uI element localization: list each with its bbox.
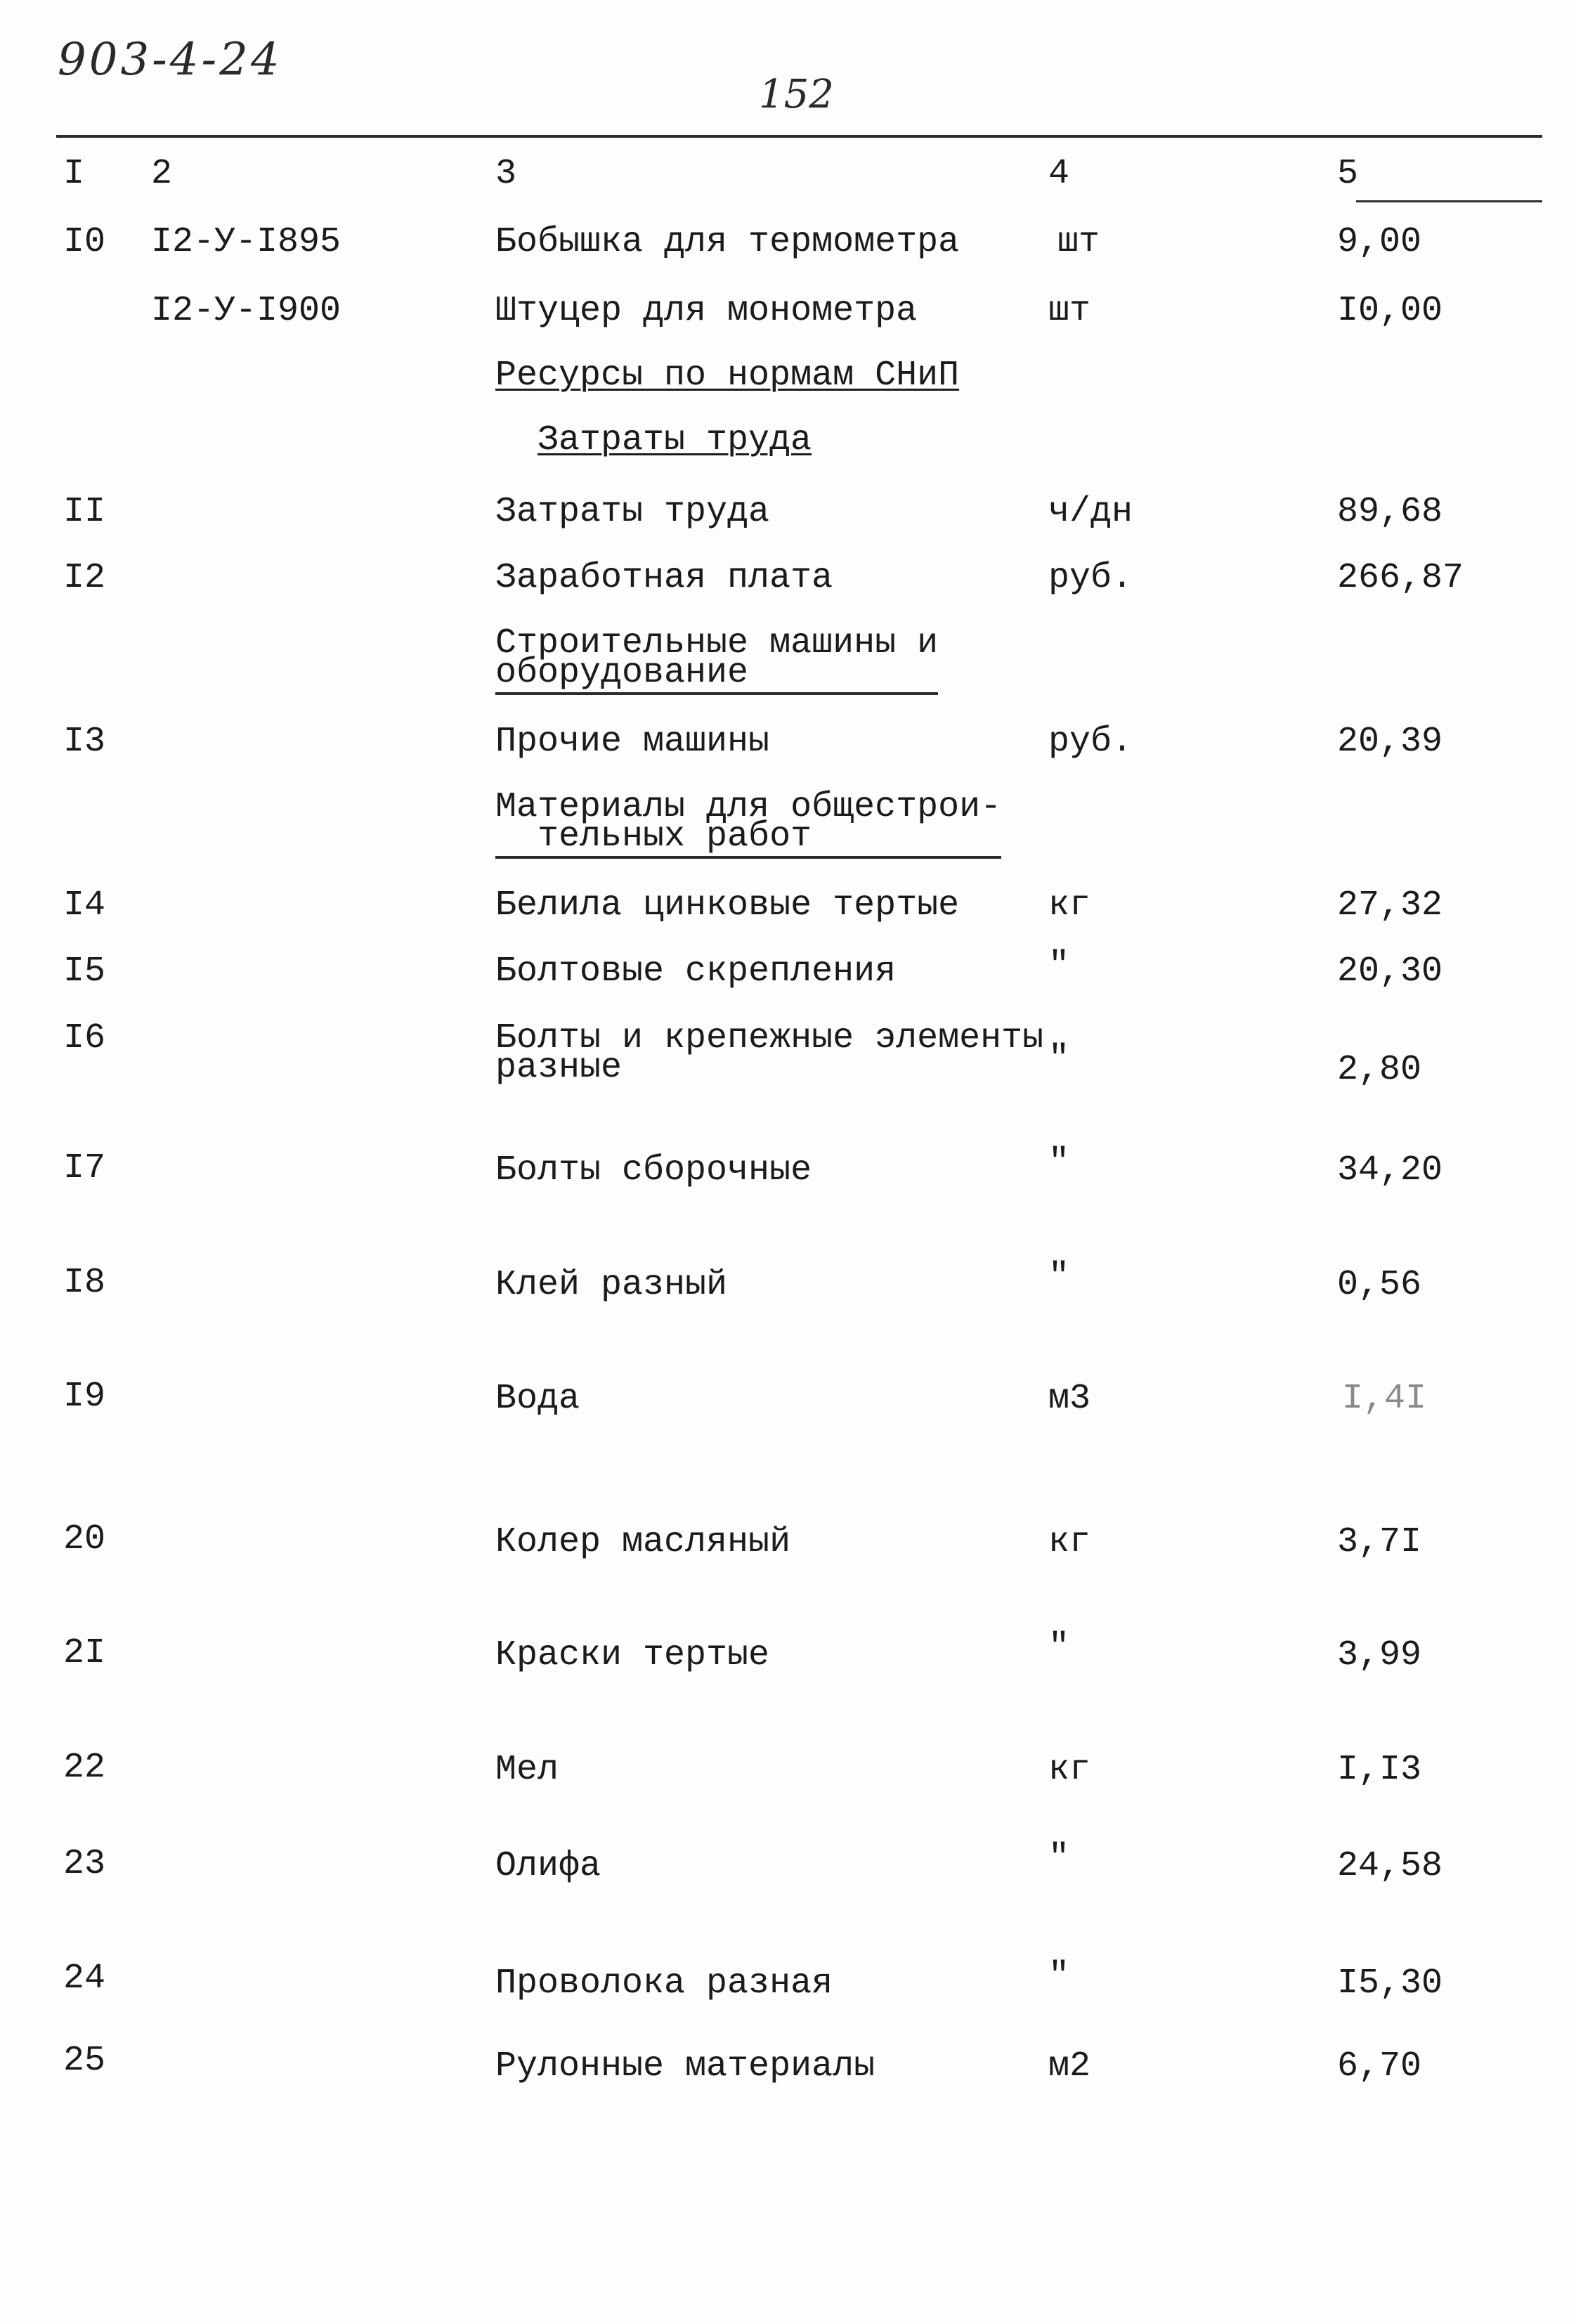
row-unit: кг [1048, 885, 1091, 926]
row-number: I8 [63, 1263, 106, 1303]
row-name: Проволока разная [495, 1963, 833, 2004]
row-unit: руб. [1048, 722, 1133, 762]
row-unit: ч/дн [1048, 492, 1133, 532]
row-number: 24 [63, 1959, 106, 1999]
row-unit: м2 [1048, 2046, 1091, 2086]
row-unit: " [1048, 1628, 1070, 1668]
header-rule [1356, 200, 1542, 202]
row-name: Колер масляный [495, 1522, 791, 1562]
row-number: I6 [63, 1018, 106, 1058]
row-value: 9,00 [1337, 222, 1422, 262]
row-unit: " [1048, 946, 1070, 986]
row-name: Рулонные материалы [495, 2046, 875, 2086]
row-value: 34,20 [1337, 1150, 1443, 1190]
row-name: Краски тертые [495, 1635, 770, 1675]
row-number: I3 [63, 722, 106, 762]
row-name: Мел [495, 1750, 559, 1790]
row-name: Вода [495, 1379, 580, 1419]
row-number: 22 [63, 1748, 106, 1788]
row-name: Олифа [495, 1846, 601, 1886]
row-name: Клей разный [495, 1265, 728, 1305]
row-value: 89,68 [1337, 492, 1443, 532]
row-name: Болтовые скрепления [495, 952, 897, 992]
row-unit: шт [1057, 222, 1100, 262]
row-name: Затраты труда [495, 492, 770, 532]
row-name: Болты сборочные [495, 1150, 812, 1190]
row-number: I4 [63, 885, 106, 926]
row-number: II [63, 492, 106, 532]
row-name: Белила цинковые тертые [495, 885, 960, 926]
row-value: 20,39 [1337, 722, 1443, 762]
row-value: I0,00 [1337, 291, 1443, 331]
row-value: 3,99 [1337, 1635, 1422, 1675]
row-value: 266,87 [1337, 558, 1464, 598]
section-heading-labor: Затраты труда [538, 420, 812, 460]
row-name: Болты и крепежные элементы разные [495, 1018, 1044, 1088]
row-number: I0 [63, 222, 106, 262]
row-unit: шт [1048, 291, 1091, 331]
row-unit: " [1048, 1956, 1070, 1997]
row-value: 0,56 [1337, 1265, 1422, 1305]
row-unit: кг [1048, 1522, 1091, 1562]
header-col-2: 2 [151, 154, 173, 194]
row-unit: " [1048, 1257, 1070, 1297]
row-value: 27,32 [1337, 885, 1443, 926]
row-unit: " [1048, 1143, 1070, 1183]
row-unit: " [1048, 1838, 1070, 1878]
row-unit: руб. [1048, 558, 1133, 598]
row-name: Штуцер для монометра [495, 291, 918, 331]
row-value: I5,30 [1337, 1963, 1443, 2004]
row-code: I2-У-I900 [151, 291, 341, 331]
row-number: I7 [63, 1148, 106, 1188]
row-number: 25 [63, 2041, 106, 2081]
row-number: I2 [63, 558, 106, 598]
row-value: 2,80 [1337, 1050, 1422, 1090]
row-name: Бобышка для термометра [495, 222, 960, 262]
row-value: 6,70 [1337, 2046, 1422, 2086]
row-number: 20 [63, 1519, 106, 1559]
row-value: I,4I [1342, 1379, 1427, 1419]
row-name: Прочие машины [495, 722, 770, 762]
row-value: 24,58 [1337, 1846, 1443, 1886]
row-code: I2-У-I895 [151, 222, 341, 262]
row-number: I5 [63, 952, 106, 992]
page-number: 152 [759, 72, 834, 117]
row-number: I9 [63, 1377, 106, 1417]
row-value: I,I3 [1337, 1750, 1422, 1790]
handwritten-document-code: 903-4-24 [58, 34, 282, 86]
row-unit: кг [1048, 1750, 1091, 1790]
section-heading-materials: Материалы для общестрои- тельных работ [495, 793, 1001, 859]
row-number: 23 [63, 1844, 106, 1884]
row-unit: м3 [1048, 1379, 1091, 1419]
row-value: 3,7I [1337, 1522, 1422, 1562]
header-col-4: 4 [1048, 154, 1070, 194]
row-value: 20,30 [1337, 952, 1443, 992]
table-top-rule [56, 135, 1542, 138]
row-name: Заработная плата [495, 558, 833, 598]
header-col-3: 3 [495, 154, 517, 194]
row-number: 2I [63, 1633, 106, 1673]
section-heading-resources: Ресурсы по нормам СНиП [495, 356, 960, 396]
header-col-5: 5 [1337, 154, 1359, 194]
section-heading-machines: Строительные машины и оборудование [495, 629, 938, 695]
row-unit: " [1048, 1039, 1070, 1079]
header-col-1: I [63, 154, 85, 194]
